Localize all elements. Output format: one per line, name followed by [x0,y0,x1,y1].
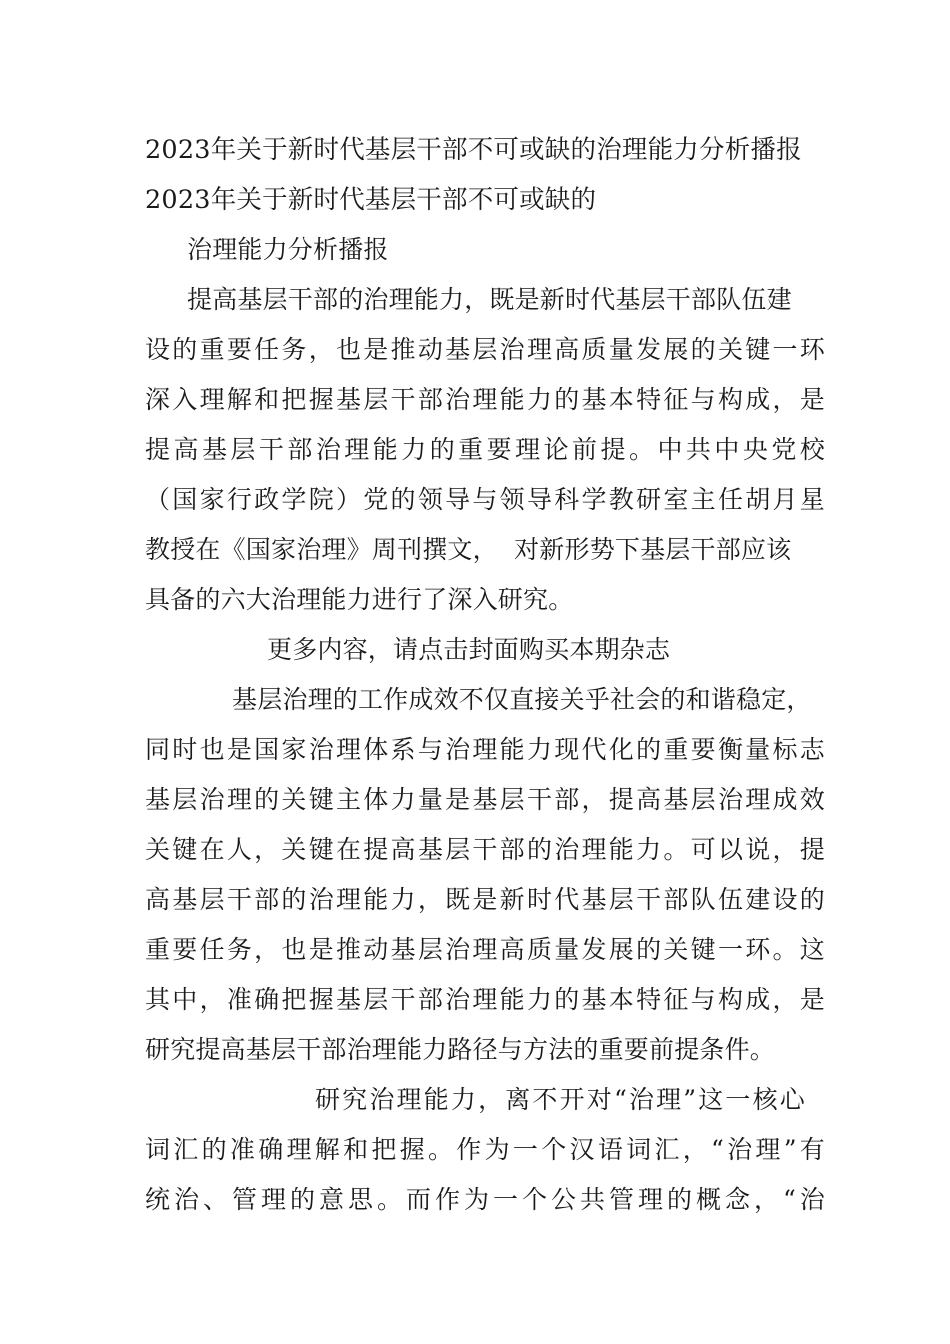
paragraph-line: 提高基层干部治理能力的重要理论前提。中共中央党校 [145,435,825,464]
document-heading-line2: 治理能力分析播报 [187,235,389,264]
paragraph-line: 基层治理的关键主体力量是基层干部，提高基层治理成效 [145,785,825,814]
document-heading-line1: 2023年关于新时代基层干部不可或缺的 [145,185,597,215]
paragraph-line: （国家行政学院）党的领导与领导科学教研室主任胡月星 [145,485,825,514]
paragraph-line: 设的重要任务，也是推动基层治理高质量发展的关键一环 [145,335,825,364]
paragraph-line: 深入理解和把握基层干部治理能力的基本特征与构成，是 [145,385,825,414]
paragraph-line: 重要任务，也是推动基层治理高质量发展的关键一环。这 [145,935,825,964]
paragraph-line: 同时也是国家治理体系与治理能力现代化的重要衡量标志 [145,735,825,764]
paragraph-line: 基层治理的工作成效不仅直接关乎社会的和谐稳定， [232,685,812,714]
promo-text: 更多内容，请点击封面购买本期杂志 [267,635,671,664]
paragraph-line: 其中，准确把握基层干部治理能力的基本特征与构成，是 [145,985,825,1014]
paragraph-line: 关键在人，关键在提高基层干部的治理能力。可以说，提 [145,835,825,864]
paragraph-line: 研究提高基层干部治理能力路径与方法的重要前提条件。 [145,1035,776,1064]
paragraph-line: 提高基层干部的治理能力，既是新时代基层干部队伍建 [187,285,792,314]
paragraph-line: 统治、管理的意思。而作为一个公共管理的概念，“治 [145,1185,825,1214]
paragraph-line: 教授在《国家治理》周刊撰文， 对新形势下基层干部应该 [145,535,792,564]
paragraph-line: 研究治理能力，离不开对“治理”这一核心 [315,1085,805,1114]
document-title: 2023年关于新时代基层干部不可或缺的治理能力分析播报 [145,135,802,165]
paragraph-line: 具备的六大治理能力进行了深入研究。 [145,585,574,614]
paragraph-line: 词汇的准确理解和把握。作为一个汉语词汇，“治理”有 [145,1135,825,1164]
paragraph-line: 高基层干部的治理能力，既是新时代基层干部队伍建设的 [145,885,825,914]
